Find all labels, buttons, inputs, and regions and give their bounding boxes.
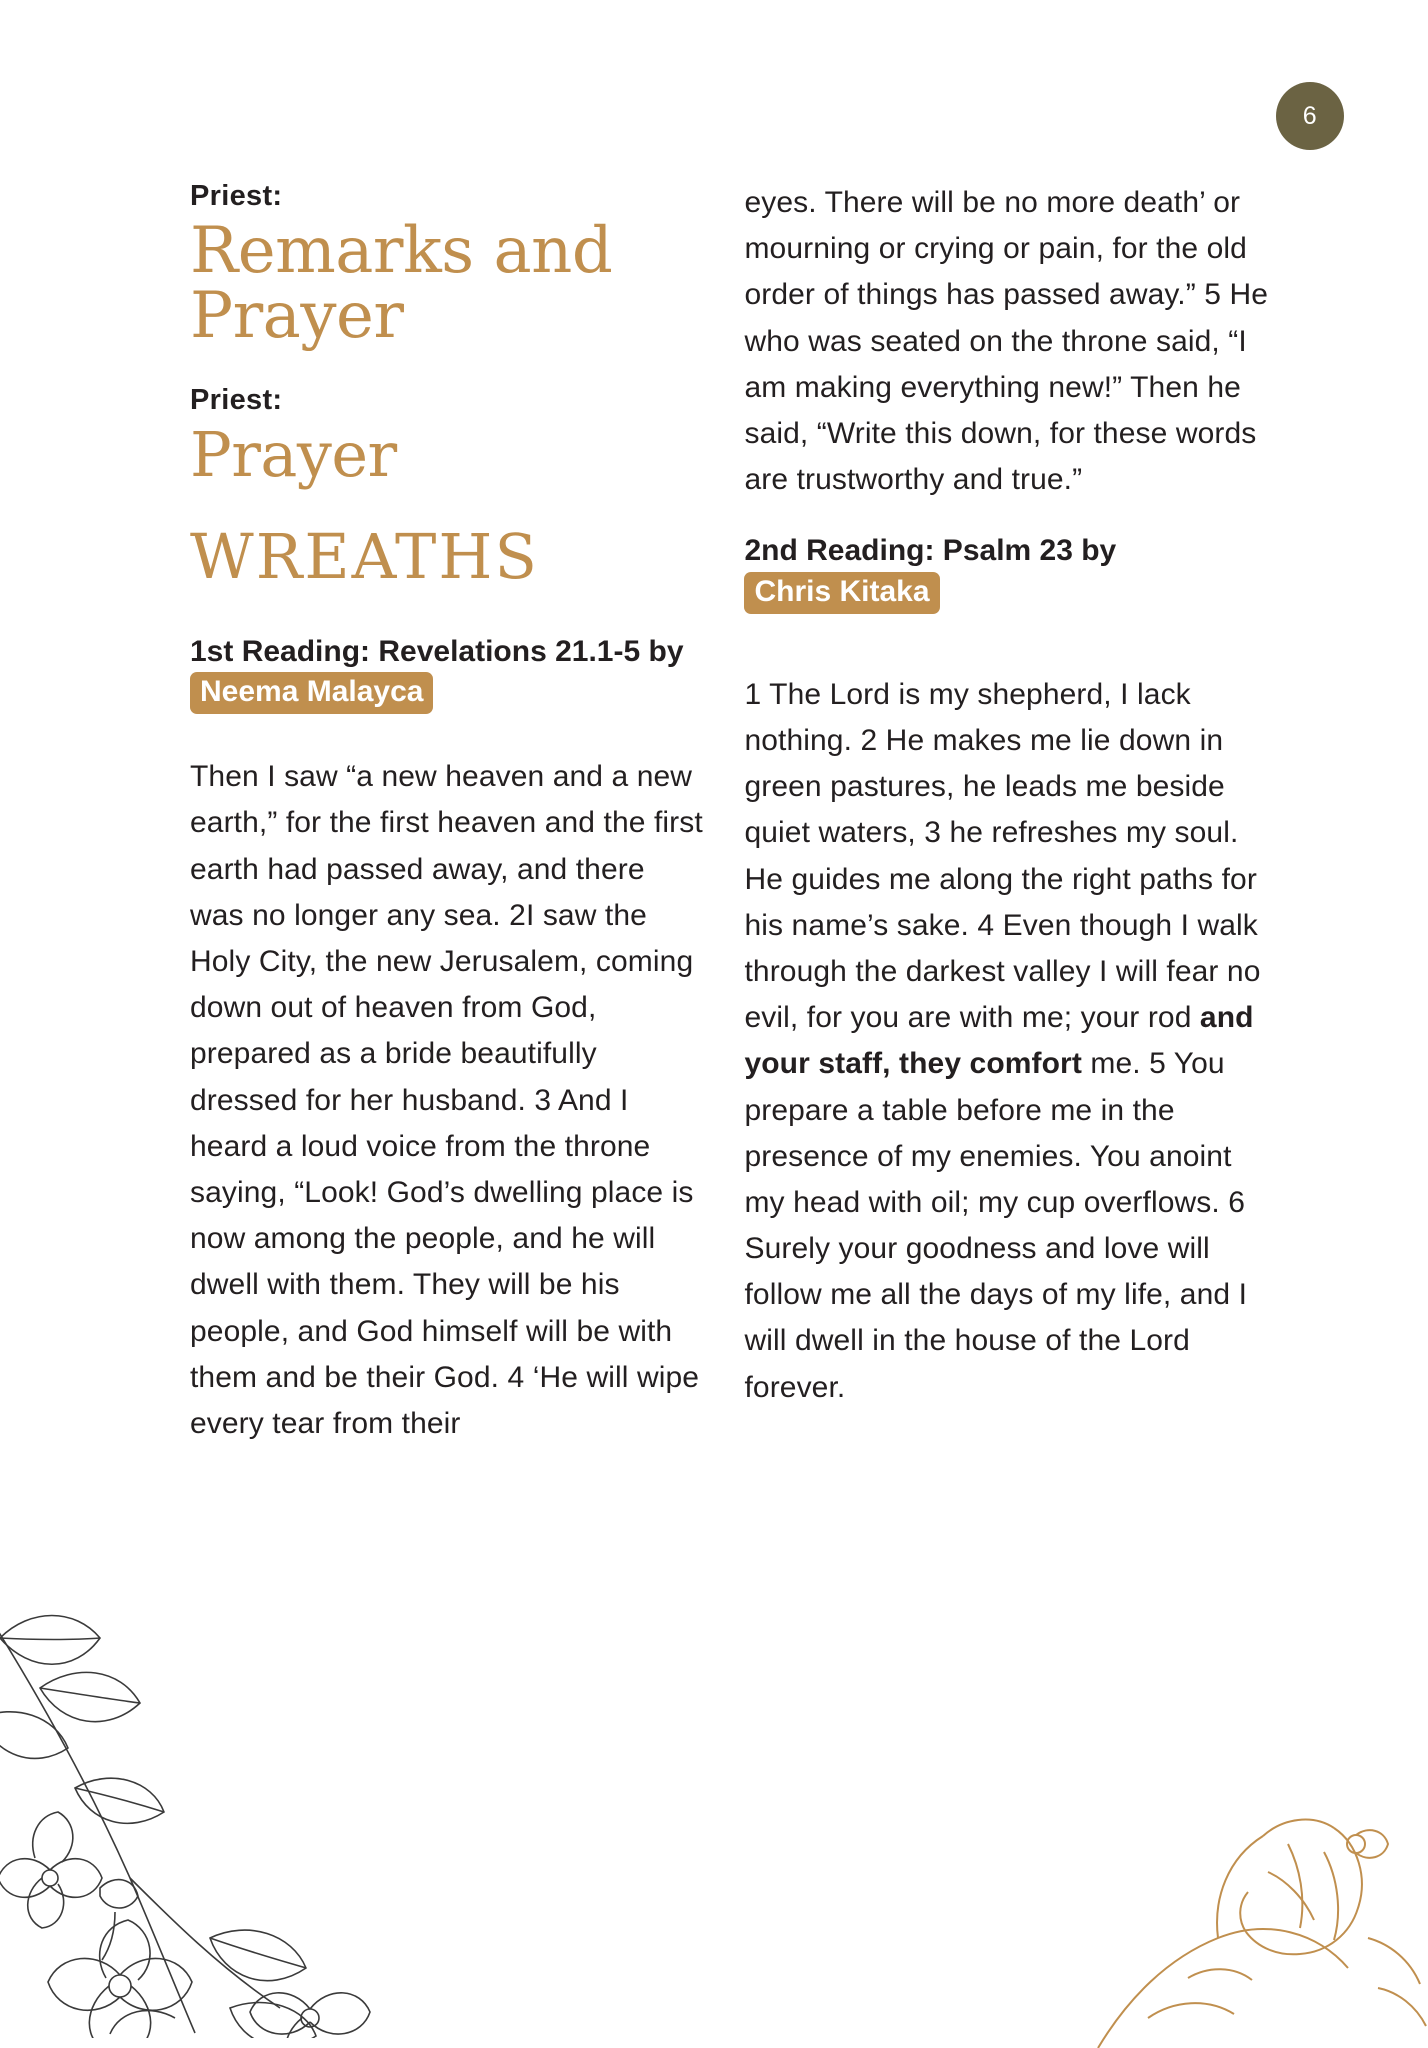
reading-2-reader-chip: Chris Kitaka (744, 572, 939, 614)
priest-label-2: Priest: (190, 383, 283, 416)
floral-decoration-right-icon (1038, 1748, 1428, 2048)
reading-2-text-part1: 1 The Lord is my shepherd, I lack nothing. 2 He makes me lie down in green pastures, he leads me beside quiet waters, 3 he refreshes my soul. He guides me along the right paths for his name’s sake. 4 Even though I walk through the darkest valley I will fear no evil, for you are with me; your rod (744, 677, 1261, 1035)
reading-1-continuation-text: eyes. There will be no more death’ or mourning or crying or pain, for the old order of things has passed away.” 5 He who was seated on the throne said, “I am making everything new!” Then he said, “Write this down, for these words are trustworthy and true.” (744, 186, 1268, 497)
reading-2-text (744, 672, 1278, 1411)
reading-1-text: Then I saw “a new heaven and a new earth,” for the first heaven and the first earth had passed away, and there was no longer any sea. 2I saw the Holy City, the new Jerusalem, coming down out of heaven from God, prepared as a bride beautifully dressed for her husband. 3 And I heard a loud voice from the throne saying, “Look! God’s dwelling place is now among the people, and he will dwell with them. They will be his people, and God himself will be with them and be their God. 4 ‘He will wipe every tear from their (190, 760, 703, 1440)
section-title-wreaths: WREATHS (190, 519, 539, 593)
page-number: 6 (1302, 101, 1318, 130)
reading-2-prefix: 2nd Reading: Psalm 23 by (744, 534, 1117, 568)
left-column (190, 180, 704, 1447)
reading-1-reader-chip: Neema Malayca (190, 672, 433, 714)
reading-2-text-part2: me. 5 You prepare a table before me in the presence of my enemies. You anoint my head with oil; my cup overflows. 6 Surely your goodness and love will follow me all the days of my life, and I will dwell in the house of the Lord forever. (744, 1047, 1248, 1404)
page-columns (0, 180, 1428, 1447)
reading-1-heading (190, 632, 704, 715)
heading-remarks-and-prayer: Remarks and Prayer (190, 214, 613, 354)
reading-1-prefix: 1st Reading: Revelations 21.1-5 by (190, 634, 684, 668)
right-column (744, 180, 1278, 1447)
priest-label-1: Priest: (190, 180, 283, 212)
reading-2-heading (744, 531, 1278, 614)
spacer (744, 503, 1278, 531)
reading-2-text-bold: and your staff, they comfort (744, 1001, 1254, 1081)
page-number-badge (1276, 82, 1344, 150)
heading-prayer: Prayer (190, 417, 397, 491)
